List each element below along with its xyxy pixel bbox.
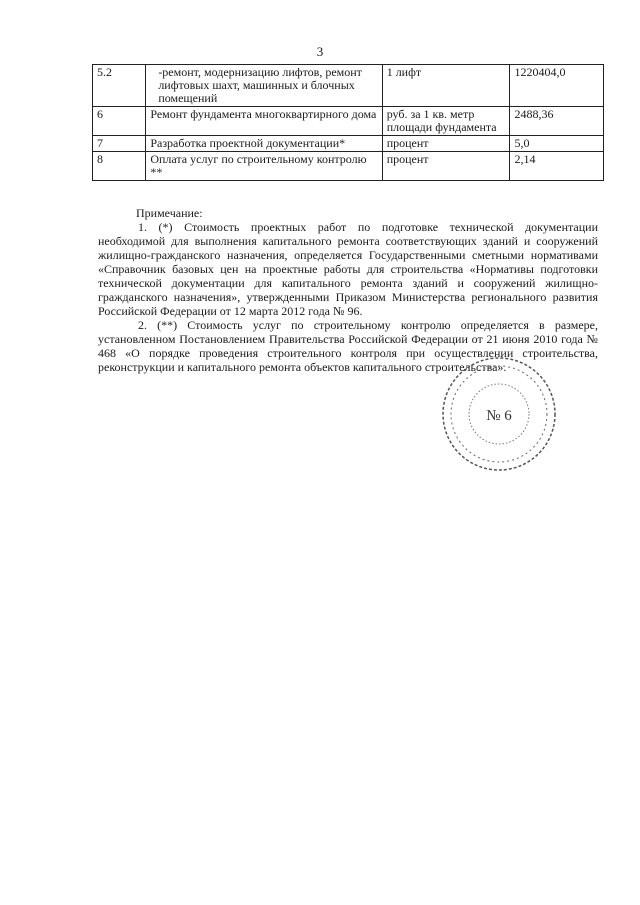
note-section	[98, 206, 598, 374]
official-stamp	[440, 355, 558, 473]
row-number: 5.2	[93, 65, 146, 107]
note-item-2: 2. (**) Стоимость услуг по строительному контролю определяется в размере, установленном Постановлением Правительства Российской Федерации от 21 июня 2010 года № 468 «О порядке проведения строительного контроля при осуществлении строительства, реконструкции и капитального ремонта объектов капитального строительства».	[98, 318, 598, 374]
table-row	[93, 136, 604, 152]
row-unit: процент	[382, 136, 510, 152]
row-unit: 1 лифт	[382, 65, 510, 107]
row-name: Разработка проектной документации*	[146, 136, 382, 152]
row-number: 8	[93, 152, 146, 181]
row-name: Ремонт фундамента многоквартирного дома	[146, 107, 382, 136]
table-row	[93, 65, 604, 107]
table-row	[93, 107, 604, 136]
note-title: Примечание:	[136, 206, 203, 220]
row-name: -ремонт, модернизацию лифтов, ремонт лифтовых шахт, машинных и блочных помещений	[146, 65, 382, 107]
table-row	[93, 152, 604, 181]
row-unit: руб. за 1 кв. метр площади фундамента	[382, 107, 510, 136]
row-value: 1220404,0	[510, 65, 604, 107]
row-unit: процент	[382, 152, 510, 181]
row-number: 7	[93, 136, 146, 152]
row-value: 5,0	[510, 136, 604, 152]
row-value: 2,14	[510, 152, 604, 181]
tariff-table	[92, 64, 604, 181]
page-number: 3	[316, 44, 324, 59]
row-value: 2488,36	[510, 107, 604, 136]
note-item-1: 1. (*) Стоимость проектных работ по подготовке технической документации необходимой для выполнения капитального ремонта соответствующих зданий и сооружений жилищно-гражданского назначения, определяется Государственными сметными нормативами «Справочник базовых цен на проектные работы для строительства «Нормативы подготовки технической документации для капитального ремонта зданий и сооружений жилищно-гражданского назначения», утвержденными Приказом Министерства регионального развития Российской Федерации от 12 марта 2012 года № 96.	[98, 220, 598, 318]
stamp-text: № 6	[486, 408, 512, 424]
row-number: 6	[93, 107, 146, 136]
row-name: Оплата услуг по строительному контролю **	[146, 152, 382, 181]
